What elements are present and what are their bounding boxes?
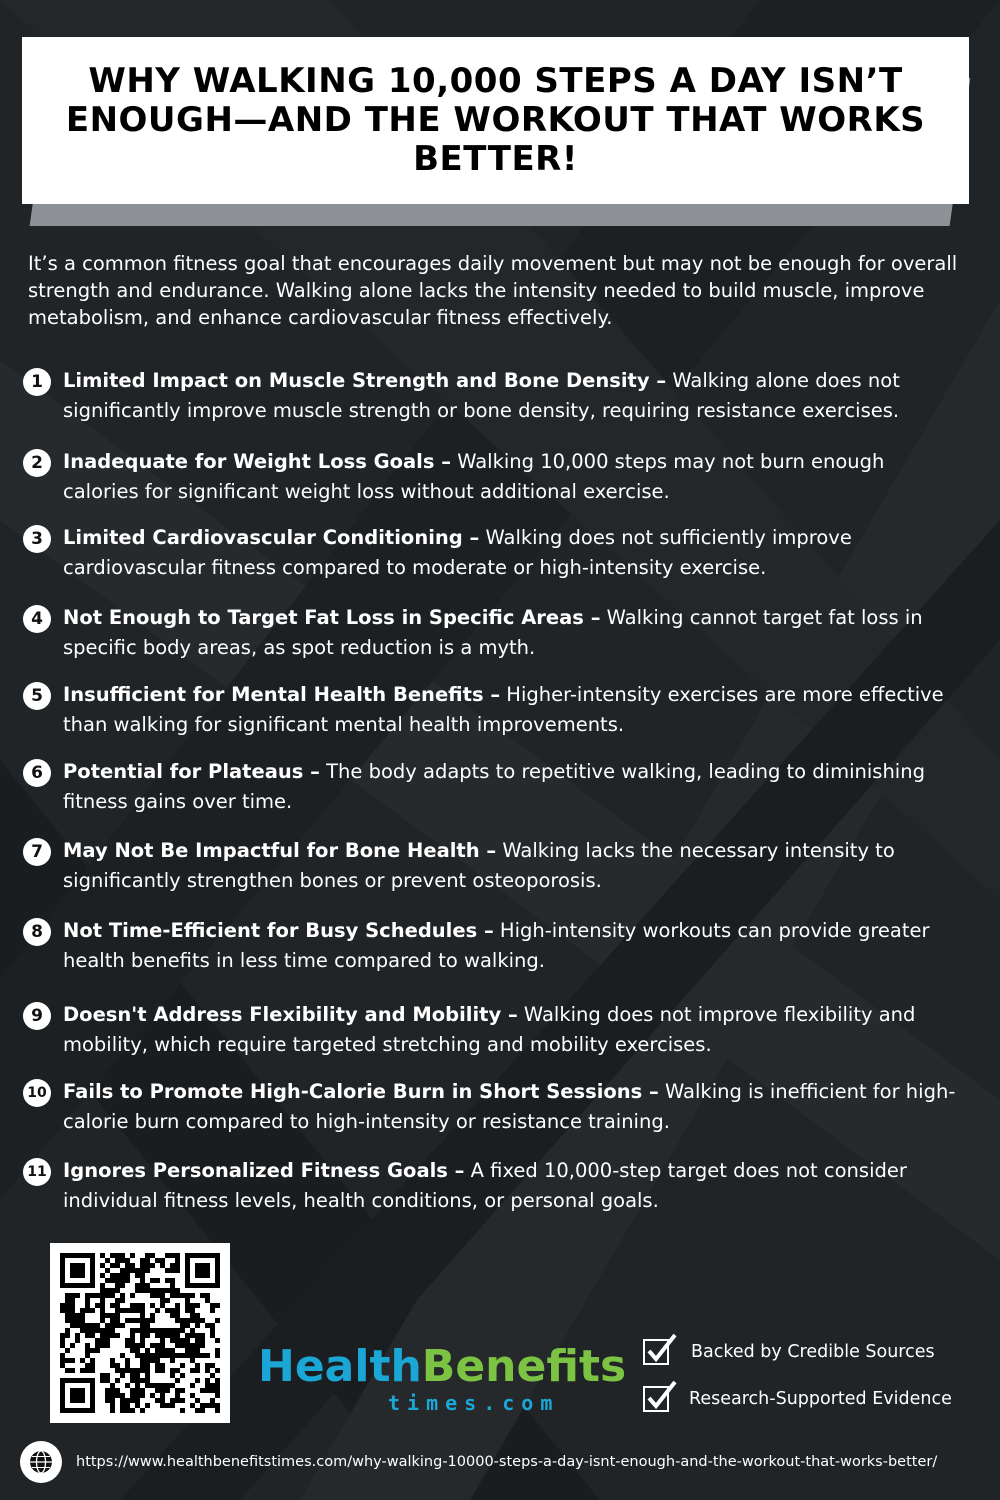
item-text: [63, 757, 963, 817]
item-body: The body adapts to repetitive walking, leading to diminishing fitness gains over time.: [63, 760, 925, 813]
site-logo[interactable]: [258, 1341, 627, 1415]
list-item: [23, 447, 963, 507]
item-text: [63, 836, 963, 896]
logo-wordmark: [258, 1341, 627, 1392]
item-text: [63, 1000, 963, 1060]
qr-code-pattern: [60, 1253, 220, 1413]
item-text: [63, 447, 963, 507]
item-heading: May Not Be Impactful for Bone Health –: [63, 839, 497, 862]
item-heading: Inadequate for Weight Loss Goals –: [63, 450, 451, 473]
item-body: Walking 10,000 steps may not burn enough calories for significant weight loss without additional exercise.: [63, 450, 885, 503]
badge-research-evidence: [643, 1386, 952, 1412]
item-text: [63, 523, 963, 583]
badge-label: Backed by Credible Sources: [691, 1342, 935, 1362]
intro-paragraph: It’s a common fitness goal that encourages daily movement but may not be enough for overall strength and endurance. Walking alone lacks the intensity needed to build muscle, improve metabolism, and enhance cardiovascular fitness effectively.: [28, 252, 958, 329]
globe-icon: [20, 1441, 62, 1483]
item-heading: Limited Cardiovascular Conditioning –: [63, 526, 480, 549]
checkbox-checked-icon: [643, 1339, 669, 1365]
item-text: [63, 916, 963, 976]
page-title: WHY WALKING 10,000 STEPS A DAY ISN’T ENOUGH—AND THE WORKOUT THAT WORKS BETTER!: [65, 61, 926, 179]
item-number: 11: [23, 1158, 51, 1186]
list-item: [23, 366, 963, 426]
source-url-link[interactable]: https://www.healthbenefitstimes.com/why-walking-10000-steps-a-day-isnt-enough-and-the-workout-that-works-better/: [76, 1454, 938, 1470]
item-heading: Doesn't Address Flexibility and Mobility –: [63, 1003, 518, 1026]
item-number: 6: [23, 759, 51, 787]
item-number: 7: [23, 838, 51, 866]
badge-credible-sources: [643, 1339, 935, 1365]
item-text: [63, 603, 963, 663]
title-banner: [22, 37, 969, 204]
item-number: 3: [23, 525, 51, 553]
item-text: [63, 366, 963, 426]
list-item: [23, 1077, 963, 1137]
list-item: [23, 1000, 963, 1060]
item-text: [63, 1077, 963, 1137]
item-body: Walking lacks the necessary intensity to significantly strengthen bones or prevent osteoporosis.: [63, 839, 895, 892]
item-number: 5: [23, 682, 51, 710]
item-body: A fixed 10,000-step target does not consider individual fitness levels, health conditions, or personal goals.: [63, 1159, 907, 1212]
item-number: 10: [23, 1079, 51, 1107]
list-item: [23, 680, 963, 740]
item-heading: Fails to Promote High-Calorie Burn in Short Sessions –: [63, 1080, 659, 1103]
list-item: [23, 1156, 963, 1216]
item-heading: Limited Impact on Muscle Strength and Bone Density –: [63, 369, 667, 392]
checkbox-checked-icon: [643, 1386, 669, 1412]
list-item: [23, 836, 963, 896]
item-body: Higher-intensity exercises are more effective than walking for significant mental health improvements.: [63, 683, 944, 736]
logo-domain-text: times.com: [388, 1391, 560, 1415]
item-heading: Insufficient for Mental Health Benefits –: [63, 683, 501, 706]
item-text: [63, 1156, 963, 1216]
badge-label: Research-Supported Evidence: [689, 1389, 952, 1409]
list-item: [23, 916, 963, 976]
list-item: [23, 523, 963, 583]
qr-code-icon[interactable]: [50, 1243, 230, 1423]
item-number: 2: [23, 449, 51, 477]
list-item: [23, 603, 963, 663]
logo-health-text: Health: [258, 1341, 422, 1392]
item-number: 4: [23, 605, 51, 633]
item-heading: Not Time-Efficient for Busy Schedules –: [63, 919, 494, 942]
item-body: Walking cannot target fat loss in specific body areas, as spot reduction is a myth.: [63, 606, 923, 659]
item-number: 8: [23, 918, 51, 946]
item-body: Walking does not sufficiently improve cardiovascular fitness compared to moderate or high-intensity exercise.: [63, 526, 852, 579]
item-body: High-intensity workouts can provide greater health benefits in less time compared to walking.: [63, 919, 930, 972]
item-heading: Potential for Plateaus –: [63, 760, 320, 783]
item-heading: Not Enough to Target Fat Loss in Specific Areas –: [63, 606, 601, 629]
item-text: [63, 680, 963, 740]
source-url-row[interactable]: [20, 1441, 937, 1483]
item-heading: Ignores Personalized Fitness Goals –: [63, 1159, 465, 1182]
logo-benefits-text: Benefits: [421, 1341, 627, 1392]
item-body: Walking does not improve flexibility and mobility, which require targeted stretching and mobility exercises.: [63, 1003, 916, 1056]
item-body: Walking is inefficient for high-calorie burn compared to high-intensity or resistance training.: [63, 1080, 956, 1133]
item-number: 9: [23, 1002, 51, 1030]
item-body: Walking alone does not significantly improve muscle strength or bone density, requiring resistance exercises.: [63, 369, 900, 422]
list-item: [23, 757, 963, 817]
item-number: 1: [23, 368, 51, 396]
